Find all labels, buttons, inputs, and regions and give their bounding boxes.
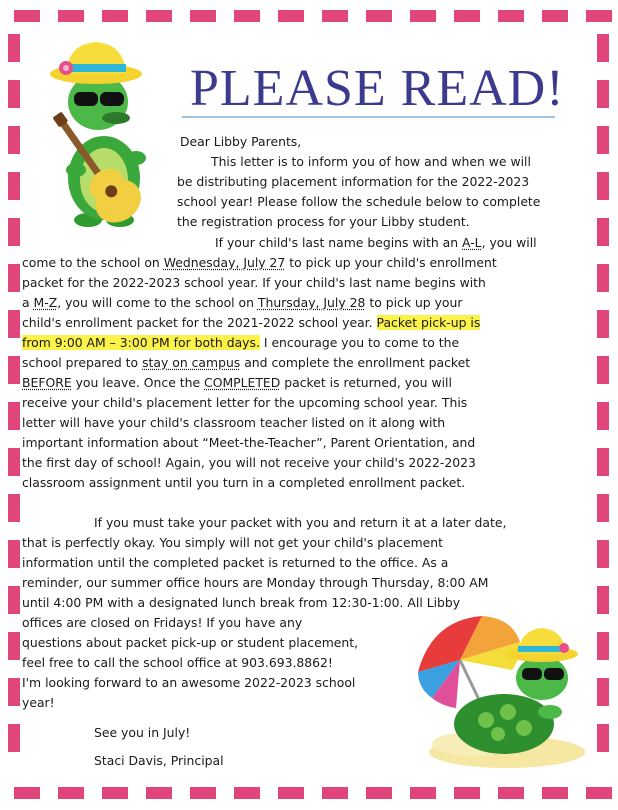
paragraph-line: school year! Please follow the schedule below to complete [177, 194, 541, 209]
border-dash [102, 787, 128, 799]
paragraph-line: school prepared to stay on campus and complete the enrollment packet [22, 355, 471, 370]
border-dash [8, 586, 20, 614]
emphasis-text: BEFORE [22, 375, 72, 390]
paragraph-line: feel free to call the school office at 903.693.8862! [22, 655, 333, 670]
border-dash [14, 10, 40, 22]
paragraph-line: This letter is to inform you of how and when we will [211, 154, 531, 169]
border-dash [14, 787, 40, 799]
border-dash [454, 10, 480, 22]
highlighted-text: from 9:00 AM – 3:00 PM for both days. [22, 335, 260, 350]
border-dash [597, 494, 609, 522]
border-dash [234, 10, 260, 22]
border-dash [8, 494, 20, 522]
border-dash [597, 356, 609, 384]
pickup-date: Wednesday, July 27 [163, 255, 286, 270]
paragraph-line: the registration process for your Libby student. [177, 214, 470, 229]
paragraph-line: If you must take your packet with you and return it at a later date, [94, 515, 507, 530]
paragraph-line: BEFORE you leave. Once the COMPLETED packet is returned, you will [22, 375, 452, 390]
paragraph-line: reminder, our summer office hours are Monday through Thursday, 8:00 AM [22, 575, 489, 590]
border-dash [8, 310, 20, 338]
border-dash [190, 787, 216, 799]
paragraph-line: receive your child's placement letter for the upcoming school year. This [22, 395, 468, 410]
highlighted-text: Packet pick-up is [376, 315, 481, 330]
paragraph-line: the first day of school! Again, you will not receive your child's 2022-2023 [22, 455, 476, 470]
border-dash [597, 724, 609, 752]
turtle-guitar-icon [36, 30, 176, 230]
border-dash [322, 10, 348, 22]
turtle-beach-umbrella-icon [412, 612, 587, 772]
closing: See you in July! [94, 725, 191, 740]
border-dash [542, 10, 568, 22]
border-dash [586, 787, 612, 799]
border-dash [498, 787, 524, 799]
border-dash [366, 787, 392, 799]
border-dash [8, 448, 20, 476]
paragraph-line: year! [22, 695, 55, 710]
paragraph-line: from 9:00 AM – 3:00 PM for both days. I encourage you to come to the [22, 335, 460, 350]
title-underline [182, 116, 555, 118]
border-dash [597, 586, 609, 614]
border-dash [454, 787, 480, 799]
border-dash [8, 264, 20, 292]
border-dash [597, 34, 609, 62]
paragraph-line: until 4:00 PM with a designated lunch break from 12:30-1:00. All Libby [22, 595, 461, 610]
border-dash [58, 10, 84, 22]
border-dash [8, 126, 20, 154]
border-dash [410, 787, 436, 799]
border-dash [278, 787, 304, 799]
salutation: Dear Libby Parents, [180, 134, 302, 149]
paragraph-line: a M-Z, you will come to the school on Thursday, July 28 to pick up your [22, 295, 463, 310]
paragraph-line: offices are closed on Fridays! If you have any [22, 615, 303, 630]
border-dash [8, 356, 20, 384]
border-dash [58, 787, 84, 799]
border-dash [498, 10, 524, 22]
border-dash [542, 787, 568, 799]
border-dash [366, 10, 392, 22]
paragraph-line: be distributing placement information for the 2022-2023 [177, 174, 530, 189]
border-dash [597, 80, 609, 108]
border-dash [146, 10, 172, 22]
border-dash [190, 10, 216, 22]
paragraph-line: If your child's last name begins with an A-L, you will [215, 235, 537, 250]
paragraph-line: packet for the 2022-2023 school year. If your child's last name begins with [22, 275, 486, 290]
paragraph-line: information until the completed packet is returned to the office. As a [22, 555, 449, 570]
border-dash [597, 310, 609, 338]
border-dash [8, 540, 20, 568]
border-dash [586, 10, 612, 22]
border-dash [597, 678, 609, 706]
border-dash [597, 264, 609, 292]
border-dash [410, 10, 436, 22]
last-name-range: M-Z [33, 295, 58, 310]
paragraph-line: come to the school on Wednesday, July 27 to pick up your child's enrollment [22, 255, 497, 270]
pickup-date: Thursday, July 28 [257, 295, 366, 310]
border-dash [597, 126, 609, 154]
border-dash [8, 34, 20, 62]
border-dash [8, 172, 20, 200]
border-dash [597, 632, 609, 660]
border-dash [597, 448, 609, 476]
border-dash [102, 10, 128, 22]
border-dash [322, 787, 348, 799]
page-title: PLEASE READ! [190, 60, 565, 117]
paragraph-line: classroom assignment until you turn in a completed enrollment packet. [22, 475, 466, 490]
border-dash [8, 632, 20, 660]
paragraph-line: that is perfectly okay. You simply will not get your child's placement [22, 535, 443, 550]
border-dash [278, 10, 304, 22]
border-dash [8, 724, 20, 752]
emphasis-text: stay on campus [142, 355, 241, 370]
border-dash [597, 172, 609, 200]
emphasis-text: COMPLETED [204, 375, 281, 390]
border-dash [234, 787, 260, 799]
paragraph-line: I'm looking forward to an awesome 2022-2023 school [22, 675, 356, 690]
border-dash [146, 787, 172, 799]
border-dash [597, 402, 609, 430]
paragraph-line: important information about “Meet-the-Teacher”, Parent Orientation, and [22, 435, 476, 450]
border-dash [8, 80, 20, 108]
border-dash [597, 218, 609, 246]
paragraph-line: child's enrollment packet for the 2021-2022 school year. Packet pick-up is [22, 315, 481, 330]
paragraph-line: letter will have your child's classroom teacher listed on it along with [22, 415, 446, 430]
border-dash [597, 540, 609, 568]
last-name-range: A-L [462, 235, 482, 250]
border-dash [8, 402, 20, 430]
paragraph-line: questions about packet pick-up or student placement, [22, 635, 359, 650]
signature: Staci Davis, Principal [94, 753, 224, 768]
border-dash [8, 218, 20, 246]
border-dash [8, 678, 20, 706]
